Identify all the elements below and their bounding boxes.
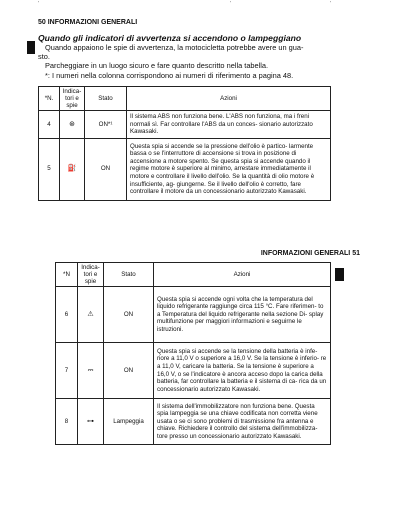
col-header-state: Stato [85, 87, 127, 111]
table-header-row [39, 87, 331, 111]
row-actions: Questa spia si accende se la tensione della batteria è infe- riore a 11,0 V o superiore a 16,0 V. Se la tensione è inferio- re a 11,0 V, caricare la batteria. Se la tensione è superiore a 16,0 V, o se l'indicatore è ancora acceso dopo la carica della batteria, far controllare la batteria e il sistema di ca- rica da un concessionario autorizzato Kawasaki. [154, 343, 331, 399]
row-state: ON*¹ [85, 111, 127, 139]
intro-line: Quando appaiono le spie di avvertenza, la motocicletta potrebbe avere un gua- [45, 43, 304, 52]
table-row [39, 111, 331, 139]
intro-line: sto. [38, 52, 50, 62]
page-top-mark: ' [230, 1, 231, 7]
table-row [56, 343, 331, 399]
col-header-icon: Indica- tori e spie [78, 263, 104, 287]
table-row [56, 287, 331, 343]
section-title: Quando gli indicatori di avvertenza si accendono o lampeggiano [38, 33, 302, 43]
row-number: 4 [39, 111, 60, 139]
intro-line: *: I numeri nella colonna corrispondono ai numeri di riferimento a pagina 48. [45, 70, 294, 80]
thumb-index-marker [27, 41, 35, 54]
page-top-mark: ' [330, 1, 331, 7]
col-header-actions: Azioni [154, 263, 331, 287]
col-header-icon: Indica- tori e spie [60, 87, 85, 111]
row-state: ON [85, 138, 127, 200]
intro-line: Parcheggiare in un luogo sicuro e fare quanto descritto nella tabella. [45, 61, 269, 71]
battery-icon: ⎓ [87, 366, 94, 374]
page-header-left: 50 INFORMAZIONI GENERALI [38, 19, 138, 26]
row-actions: Questa spia si accende ogni volta che la temperatura del liquido refrigerante raggiunge circa 115 °C. Fare riferimen- to a Temperatura del liquido refrigerante nella sezione Di- splay multifunzione per maggiori informazioni e seguirne le istruzioni. [154, 287, 331, 343]
page-header-right: INFORMAZIONI GENERALI 51 [260, 250, 360, 257]
coolant-temperature-icon: ⚠ [87, 310, 94, 318]
row-actions: Questa spia si accende se la pressione dell'olio è partico- larmente bassa o se l'interruttore di accensione si trova in posizione di accensione a motore spento. Se questa spia si accende quando il regime motore è superiore al minimo, arrestare immediatamente il motore e controllare il livello dell'olio. Se la quantità di olio motore è insufficiente, ag- giungerne. Se il livello dell'olio è corretto, fare controllare il motore da un concessionario autorizzato Kawasaki. [127, 138, 331, 200]
row-number: 8 [56, 399, 78, 445]
warning-table-1 [38, 86, 331, 201]
col-header-num: *N. [39, 87, 60, 111]
page-top-mark: ' [38, 1, 39, 7]
row-number: 7 [56, 343, 78, 399]
thumb-index-marker [335, 268, 344, 281]
table-row [56, 399, 331, 445]
row-number: 5 [39, 138, 60, 200]
row-number: 6 [56, 287, 78, 343]
table-header-row [56, 263, 331, 287]
row-actions: Il sistema dell'immobilizzatore non funziona bene. Questa spia lampeggia se una chiave codificata non corretta viene usata o se ci sono problemi di trasmissione fra antenna e chiave. Richiedere il controllo del sistema dell'immobilizza- tore presso un concessionario autorizzato Kawasaki. [154, 399, 331, 445]
table-row [39, 138, 331, 200]
col-header-num: *N [56, 263, 78, 287]
row-state: ON [104, 287, 154, 343]
col-header-state: Stato [104, 263, 154, 287]
col-header-actions: Azioni [127, 87, 331, 111]
oil-pressure-icon: ⛽ [67, 165, 77, 173]
intro-text [38, 43, 338, 80]
warning-table-2 [55, 262, 331, 445]
abs-warning-icon: ⊛ [69, 120, 75, 128]
row-state: ON [104, 343, 154, 399]
row-state: Lampeggia [104, 399, 154, 445]
row-actions: Il sistema ABS non funziona bene. L'ABS non funziona, ma i freni normali sì. Far controllare l'ABS da un conces- sionario autorizzato Kawasaki. [127, 111, 331, 139]
immobilizer-key-icon: ⊶ [87, 417, 94, 425]
